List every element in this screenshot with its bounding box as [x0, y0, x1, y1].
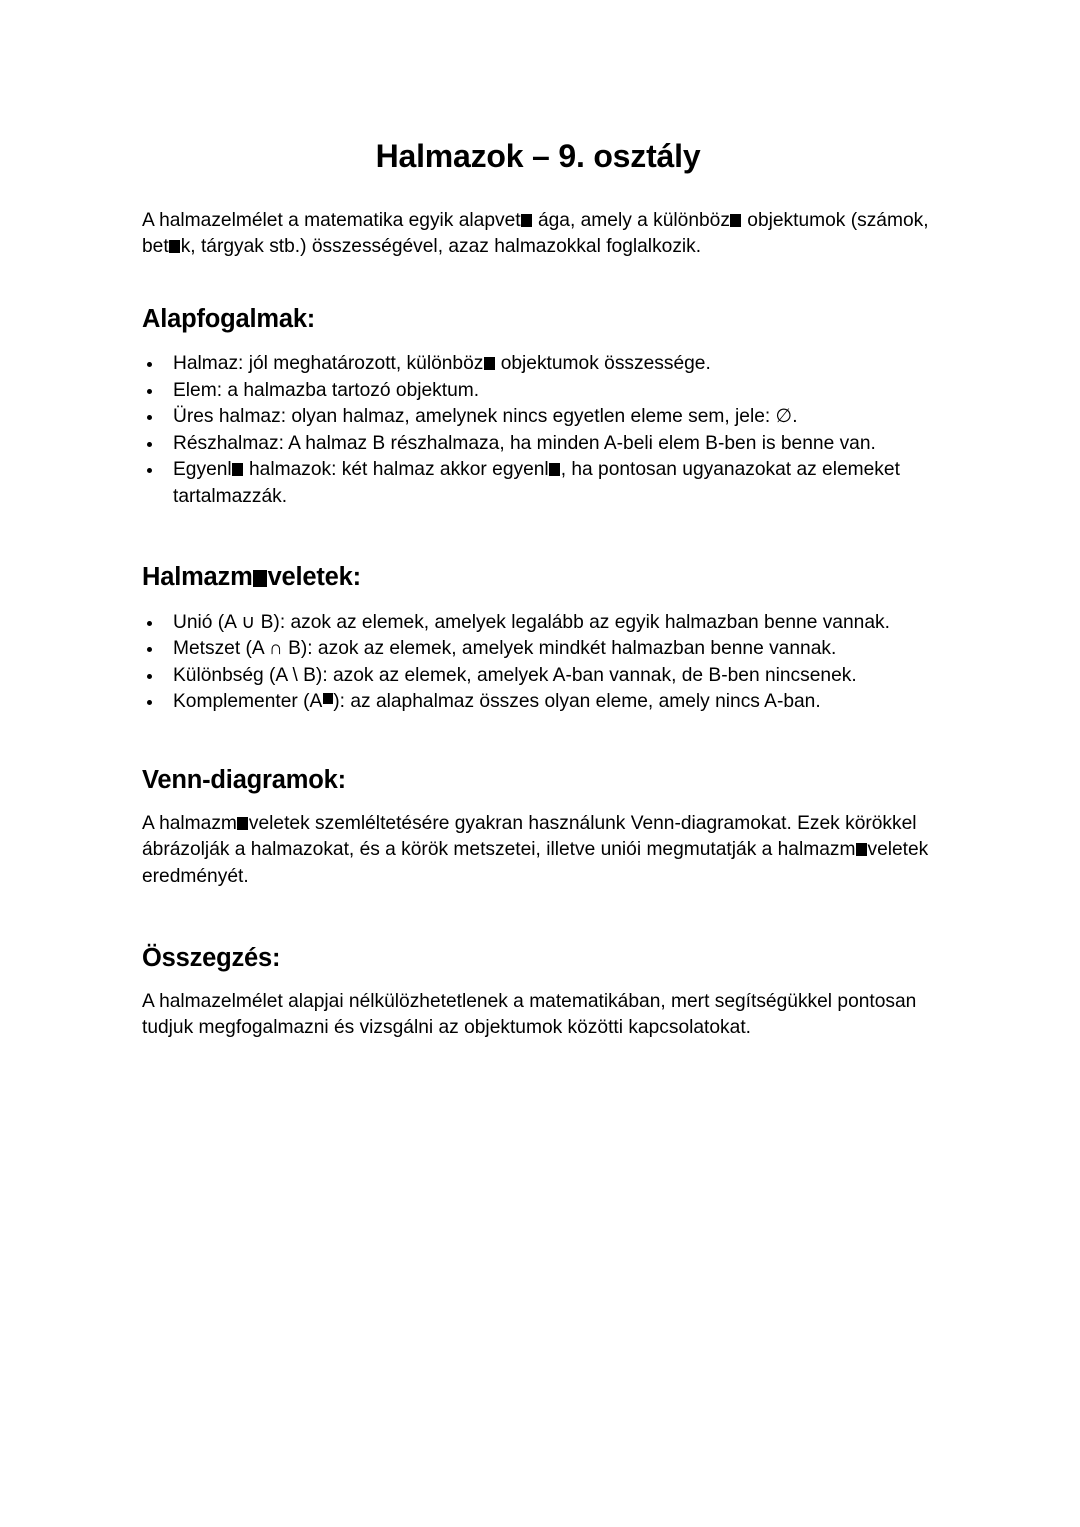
paragraph-text: A halmazm	[142, 812, 237, 834]
list-item	[142, 457, 934, 510]
list-item	[142, 378, 934, 405]
intro-paragraph	[142, 176, 934, 261]
list-item	[142, 431, 934, 458]
bullet-text: Elem: a halmazba tartozó objektum.	[173, 379, 480, 401]
list-item	[142, 351, 934, 378]
bullet-text: Unió (A ∪ B): azok az elemek, amelyek legalább az egyik halmazban benne vannak.	[173, 611, 890, 633]
missing-glyph-box	[549, 463, 560, 476]
list-item	[142, 636, 934, 663]
bullet-text: Részhalmaz: A halmaz B részhalmaza, ha minden A-beli elem B-ben is benne van.	[173, 432, 876, 454]
heading-text: Halmazm	[142, 563, 253, 592]
venn-paragraph	[142, 796, 934, 891]
missing-glyph-box	[730, 214, 741, 227]
missing-glyph-box	[521, 214, 532, 227]
halmazmuveletek-list	[142, 593, 934, 716]
osszegzes-paragraph: A halmazelmélet alapjai nélkülözhetetlenek a matematikában, mert segítségükkel pontosan tudjuk megfogalmazni és vizsgálni az objektumok közötti kapcsolatokat.	[142, 990, 917, 1039]
list-item	[142, 404, 934, 431]
bullet-text: objektumok összessége.	[495, 353, 711, 375]
bullet-text: Komplementer (A	[173, 691, 323, 713]
missing-glyph-box	[169, 240, 180, 253]
bullet-text: halmazok: két halmaz akkor egyenl	[243, 459, 549, 481]
missing-glyph-box	[323, 693, 333, 704]
bullet-text: Különbség (A \ B): azok az elemek, amelyek A-ban vannak, de B-ben nincsenek.	[173, 664, 857, 686]
bullet-text: Metszet (A ∩ B): azok az elemek, amelyek mindkét halmazban benne vannak.	[173, 638, 837, 660]
missing-glyph-box	[856, 843, 867, 856]
section-heading-halmazmuveletek	[142, 510, 934, 593]
bullet-text: Üres halmaz: olyan halmaz, amelynek nincs egyetlen eleme sem, jele: ∅.	[173, 406, 798, 428]
list-item	[142, 663, 934, 690]
paragraph-text: veletek szemléltetésére gyakran használunk Venn-diagramokat. Ezek körökkel ábrázolják a halmazokat, és a körök metszetei, illetve uniói megmutatják a halmazm	[142, 812, 917, 861]
section-heading-alapfogalmak: Alapfogalmak:	[142, 304, 316, 333]
bullet-text: Egyenl	[173, 459, 232, 481]
heading-text: veletek:	[267, 563, 361, 592]
intro-text-4: bet	[142, 236, 169, 258]
section-heading-venn-diagramok: Venn-diagramok:	[142, 765, 346, 794]
alapfogalmak-list	[142, 334, 934, 510]
missing-glyph-box	[484, 357, 495, 370]
page-title: Halmazok – 9. osztály	[375, 138, 701, 174]
bullet-text: , ha pontosan ugyanazokat az elemeket tartalmazzák.	[173, 459, 900, 507]
intro-text-5: k, tárgyak stb.) összességével, azaz halmazokkal foglalkozik.	[180, 236, 702, 258]
intro-text-2: ága, amely a különböz	[532, 209, 730, 231]
intro-text-1: A halmazelmélet a matematika egyik alapvet	[142, 209, 521, 231]
list-item	[142, 689, 934, 716]
missing-glyph-box	[232, 463, 243, 476]
list-item	[142, 610, 934, 637]
missing-glyph-box	[253, 570, 267, 587]
bullet-text: Halmaz: jól meghatározott, különböz	[173, 353, 484, 375]
document-content	[142, 0, 934, 1042]
intro-text-3: objektumok (számok,	[741, 209, 929, 231]
section-heading-osszegzes: Összegzés:	[142, 944, 281, 973]
missing-glyph-box	[237, 817, 248, 830]
bullet-text: ): az alaphalmaz összes olyan eleme, amely nincs A-ban.	[333, 691, 821, 713]
paragraph-text: veletek eredményét.	[142, 839, 929, 887]
